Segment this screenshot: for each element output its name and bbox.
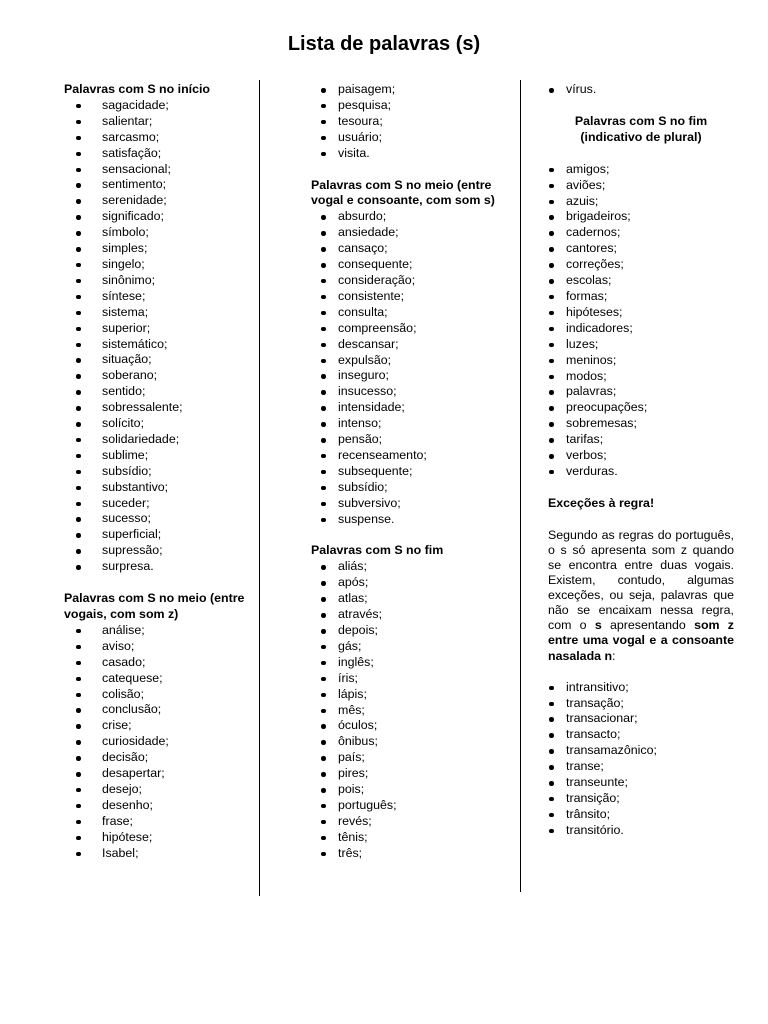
list-item: palavras;	[548, 384, 734, 400]
list-item: pires;	[311, 766, 511, 782]
list-item: inseguro;	[311, 368, 511, 384]
list-item: casado;	[64, 655, 254, 671]
paragraph-bold-rule: som z entre uma vogal e a consoante nasalada n	[548, 618, 734, 663]
list-item: três;	[311, 846, 511, 862]
list-item: insucesso;	[311, 384, 511, 400]
list-item: sistemático;	[64, 337, 254, 353]
exceptions-paragraph	[548, 528, 734, 664]
list-item: síntese;	[64, 289, 254, 305]
list-item: transe;	[548, 759, 734, 775]
section-heading-s-middle-vowels: Palavras com S no meio (entre vogais, com som z)	[64, 591, 245, 621]
word-list-exceptions	[548, 680, 734, 839]
list-item: expulsão;	[311, 353, 511, 369]
list-item: verduras.	[548, 464, 734, 480]
list-item: decisão;	[64, 750, 254, 766]
list-item: cantores;	[548, 241, 734, 257]
list-item: aviões;	[548, 178, 734, 194]
list-item: indicadores;	[548, 321, 734, 337]
list-item: correções;	[548, 257, 734, 273]
list-item: usuário;	[311, 130, 511, 146]
paragraph-bold-s: s	[594, 618, 602, 633]
list-item: através;	[311, 607, 511, 623]
word-list-continued	[311, 82, 511, 162]
list-item: sublime;	[64, 448, 254, 464]
list-item: catequese;	[64, 671, 254, 687]
list-item: transitório.	[548, 823, 734, 839]
list-item: Isabel;	[64, 846, 254, 862]
list-item: recenseamento;	[311, 448, 511, 464]
list-item: desapertar;	[64, 766, 254, 782]
list-item: sentido;	[64, 384, 254, 400]
list-item: sucesso;	[64, 511, 254, 527]
list-item: consequente;	[311, 257, 511, 273]
list-item: subsequente;	[311, 464, 511, 480]
word-list-s-middle-vowels	[64, 623, 254, 862]
list-item: luzes;	[548, 337, 734, 353]
list-item: sensacional;	[64, 162, 254, 178]
list-item: pensão;	[311, 432, 511, 448]
list-item: país;	[311, 750, 511, 766]
list-item: depois;	[311, 623, 511, 639]
list-item: hipóteses;	[548, 305, 734, 321]
list-item: meninos;	[548, 353, 734, 369]
list-item: paisagem;	[311, 82, 511, 98]
column-middle	[311, 82, 511, 862]
section-heading-s-end: Palavras com S no fim	[311, 543, 444, 558]
section-heading-s-middle-consonant: Palavras com S no meio (entre vogal e consoante, com som s)	[311, 177, 495, 208]
column-right	[548, 82, 734, 839]
list-item: suspense.	[311, 512, 511, 528]
list-item: modos;	[548, 369, 734, 385]
list-item: singelo;	[64, 257, 254, 273]
list-item: conclusão;	[64, 702, 254, 718]
list-item: ansiedade;	[311, 225, 511, 241]
list-item: amigos;	[548, 162, 734, 178]
list-item: hipótese;	[64, 830, 254, 846]
list-item: cadernos;	[548, 225, 734, 241]
list-item: desejo;	[64, 782, 254, 798]
list-item: consulta;	[311, 305, 511, 321]
list-item: trânsito;	[548, 807, 734, 823]
list-item: português;	[311, 798, 511, 814]
list-item: transacionar;	[548, 711, 734, 727]
word-list-s-plural	[548, 162, 734, 480]
list-item: surpresa.	[64, 559, 254, 575]
list-item: significado;	[64, 209, 254, 225]
word-list-s-end	[311, 559, 511, 861]
list-item: tênis;	[311, 830, 511, 846]
list-item: pois;	[311, 782, 511, 798]
list-item: preocupações;	[548, 400, 734, 416]
list-item: crise;	[64, 718, 254, 734]
list-item: sagacidade;	[64, 98, 254, 114]
section-heading-s-start: Palavras com S no início	[64, 82, 210, 96]
word-list-s-start	[64, 98, 254, 575]
list-item: subversivo;	[311, 496, 511, 512]
list-item: sobressalente;	[64, 400, 254, 416]
list-item: inglês;	[311, 655, 511, 671]
list-item: brigadeiros;	[548, 209, 734, 225]
list-item: tesoura;	[311, 114, 511, 130]
list-item: tarifas;	[548, 432, 734, 448]
page-title: Lista de palavras (s)	[287, 33, 481, 55]
list-item: após;	[311, 575, 511, 591]
list-item: superior;	[64, 321, 254, 337]
list-item: lápis;	[311, 687, 511, 703]
list-item: sentimento;	[64, 177, 254, 193]
list-item: intransitivo;	[548, 680, 734, 696]
list-item: atlas;	[311, 591, 511, 607]
list-item: cansaço;	[311, 241, 511, 257]
list-item: simples;	[64, 241, 254, 257]
list-item: óculos;	[311, 718, 511, 734]
list-item: suceder;	[64, 496, 254, 512]
list-item: supressão;	[64, 543, 254, 559]
column-divider-right	[520, 80, 521, 892]
list-item: consideração;	[311, 273, 511, 289]
word-list-continued-end	[548, 82, 734, 98]
list-item: sinônimo;	[64, 273, 254, 289]
section-heading-s-plural: Palavras com S no fim (indicativo de plural)	[574, 113, 708, 144]
list-item: transição;	[548, 791, 734, 807]
list-item: descansar;	[311, 337, 511, 353]
list-item: transeunte;	[548, 775, 734, 791]
list-item: satisfação;	[64, 146, 254, 162]
list-item: gás;	[311, 639, 511, 655]
list-item: sistema;	[64, 305, 254, 321]
list-item: soberano;	[64, 368, 254, 384]
list-item: intenso;	[311, 416, 511, 432]
list-item: compreensão;	[311, 321, 511, 337]
list-item: situação;	[64, 352, 254, 368]
list-item: consistente;	[311, 289, 511, 305]
list-item: vírus.	[548, 82, 734, 98]
column-divider-left	[259, 80, 260, 896]
column-left	[64, 82, 254, 862]
list-item: sobremesas;	[548, 416, 734, 432]
list-item: escolas;	[548, 273, 734, 289]
list-item: sarcasmo;	[64, 130, 254, 146]
list-item: subsídio;	[311, 480, 511, 496]
paragraph-end: :	[612, 648, 616, 663]
list-item: análise;	[64, 623, 254, 639]
list-item: transacto;	[548, 727, 734, 743]
list-item: substantivo;	[64, 480, 254, 496]
list-item: superficial;	[64, 527, 254, 543]
paragraph-mid: apresentando	[601, 618, 695, 633]
list-item: absurdo;	[311, 209, 511, 225]
paragraph-text: Segundo as regras do português, o s só apresenta som z quando se encontra entre duas vogais. Existem, contudo, algumas exceções, ou seja, palavras que não se encaixam nessa regra, com o	[548, 527, 734, 633]
list-item: pesquisa;	[311, 98, 511, 114]
list-item: azuis;	[548, 194, 734, 210]
list-item: verbos;	[548, 448, 734, 464]
list-item: subsídio;	[64, 464, 254, 480]
list-item: desenho;	[64, 798, 254, 814]
list-item: frase;	[64, 814, 254, 830]
list-item: ônibus;	[311, 734, 511, 750]
list-item: salientar;	[64, 114, 254, 130]
list-item: solícito;	[64, 416, 254, 432]
list-item: aviso;	[64, 639, 254, 655]
list-item: mês;	[311, 703, 511, 719]
list-item: transação;	[548, 696, 734, 712]
list-item: formas;	[548, 289, 734, 305]
list-item: intensidade;	[311, 400, 511, 416]
list-item: colisão;	[64, 687, 254, 703]
list-item: íris;	[311, 671, 511, 687]
list-item: transamazônico;	[548, 743, 734, 759]
list-item: serenidade;	[64, 193, 254, 209]
list-item: símbolo;	[64, 225, 254, 241]
word-list-s-middle-consonant	[311, 209, 511, 527]
list-item: aliás;	[311, 559, 511, 575]
list-item: revés;	[311, 814, 511, 830]
section-heading-exceptions: Exceções à regra!	[548, 495, 655, 510]
list-item: curiosidade;	[64, 734, 254, 750]
list-item: solidariedade;	[64, 432, 254, 448]
list-item: visita.	[311, 146, 511, 162]
